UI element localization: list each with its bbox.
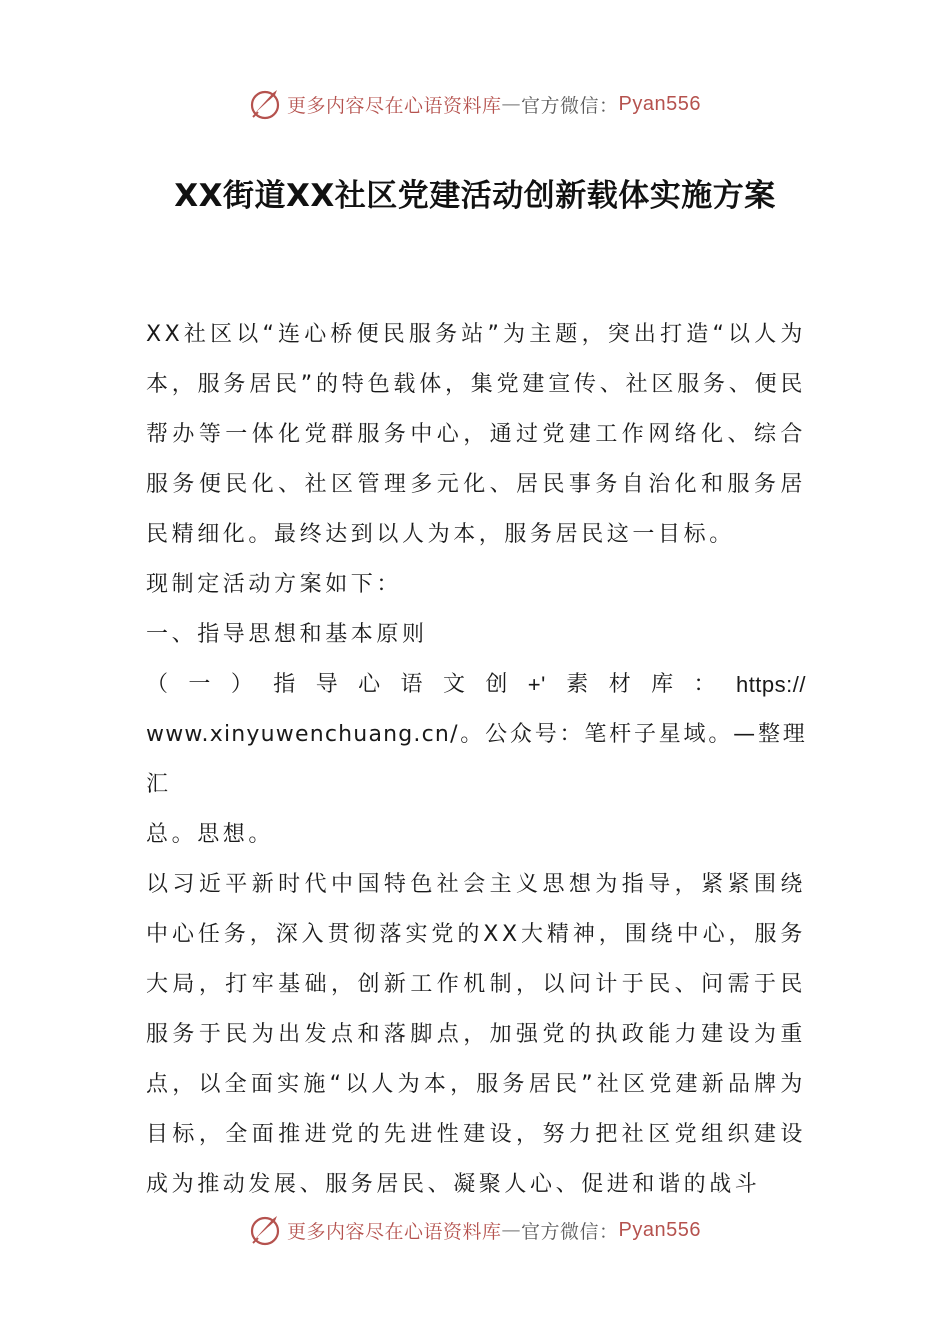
subsection-heading-line xyxy=(146,660,806,710)
guiding-paragraph: 以习近平新时代中国特色社会主义思想为指导，紧紧围绕中心任务，深入贯彻落实党的XX大精神，围绕中心，服务大局，打牢基础，创新工作机制，以问计于民、问需于民服务于民为出发点和落脚点，加强党的执政能力建设为重点，以全面实施“以人为本，服务居民”社区党建新品牌为目标，全面推进党的先进性建设，努力把社区党组织建设成为推动发展、服务居民、凝聚人心、促进和谐的战斗 xyxy=(146,872,806,1197)
document-body xyxy=(146,310,806,1210)
quill-pen-logo-icon xyxy=(249,87,283,121)
footer-banner xyxy=(0,1210,950,1250)
banner-handle: Pyan556 xyxy=(618,1218,701,1241)
subsection-tail: 总。思想。 xyxy=(146,822,275,847)
subsection-char: 材 xyxy=(608,672,631,697)
subsection-char: 心 xyxy=(358,672,381,697)
quill-pen-logo-icon xyxy=(249,1213,283,1247)
url-link-start: https:// xyxy=(735,672,806,697)
banner-label: 官方微信： xyxy=(521,94,619,117)
banner-main-text: 更多内容尽在心语资料库 xyxy=(287,1220,502,1243)
subsection-char: +' xyxy=(527,672,546,697)
subsection-char: 一 xyxy=(188,672,211,697)
intro-tail: 现制定活动方案如下： xyxy=(146,572,403,597)
banner-handle: Pyan556 xyxy=(618,92,701,115)
banner-separator: — xyxy=(501,93,522,115)
subsection-char: （ xyxy=(146,672,169,697)
subsection-char: 文 xyxy=(442,672,465,697)
banner-label: 官方微信： xyxy=(521,1220,619,1243)
subsection-char: ： xyxy=(693,672,716,697)
subsection-url-line: www.xinyuwenchuang.cn/。公众号：笔杆子星域。—整理汇 xyxy=(146,722,806,797)
document-title: XX街道XX社区党建活动创新载体实施方案 xyxy=(174,178,776,214)
section-heading: 一、指导思想和基本原则 xyxy=(146,622,428,647)
header-banner xyxy=(0,84,950,124)
subsection-char: 创 xyxy=(485,672,508,697)
subsection-char: 语 xyxy=(400,672,423,697)
banner-separator: — xyxy=(501,1219,522,1241)
subsection-char: 库 xyxy=(651,672,674,697)
intro-paragraph: XX社区以“连心桥便民服务站”为主题，突出打造“以人为本，服务居民”的特色载体，集党建宣传、社区服务、便民帮办等一体化党群服务中心，通过党建工作网络化、综合服务便民化、社区管理多元化、居民事务自治化和服务居民精细化。最终达到以人为本，服务居民这一目标。 xyxy=(146,322,806,547)
subsection-char: 导 xyxy=(315,672,338,697)
subsection-char: 素 xyxy=(566,672,589,697)
banner-main-text: 更多内容尽在心语资料库 xyxy=(287,94,502,117)
subsection-char: 指 xyxy=(273,672,296,697)
subsection-char: ） xyxy=(230,672,253,697)
